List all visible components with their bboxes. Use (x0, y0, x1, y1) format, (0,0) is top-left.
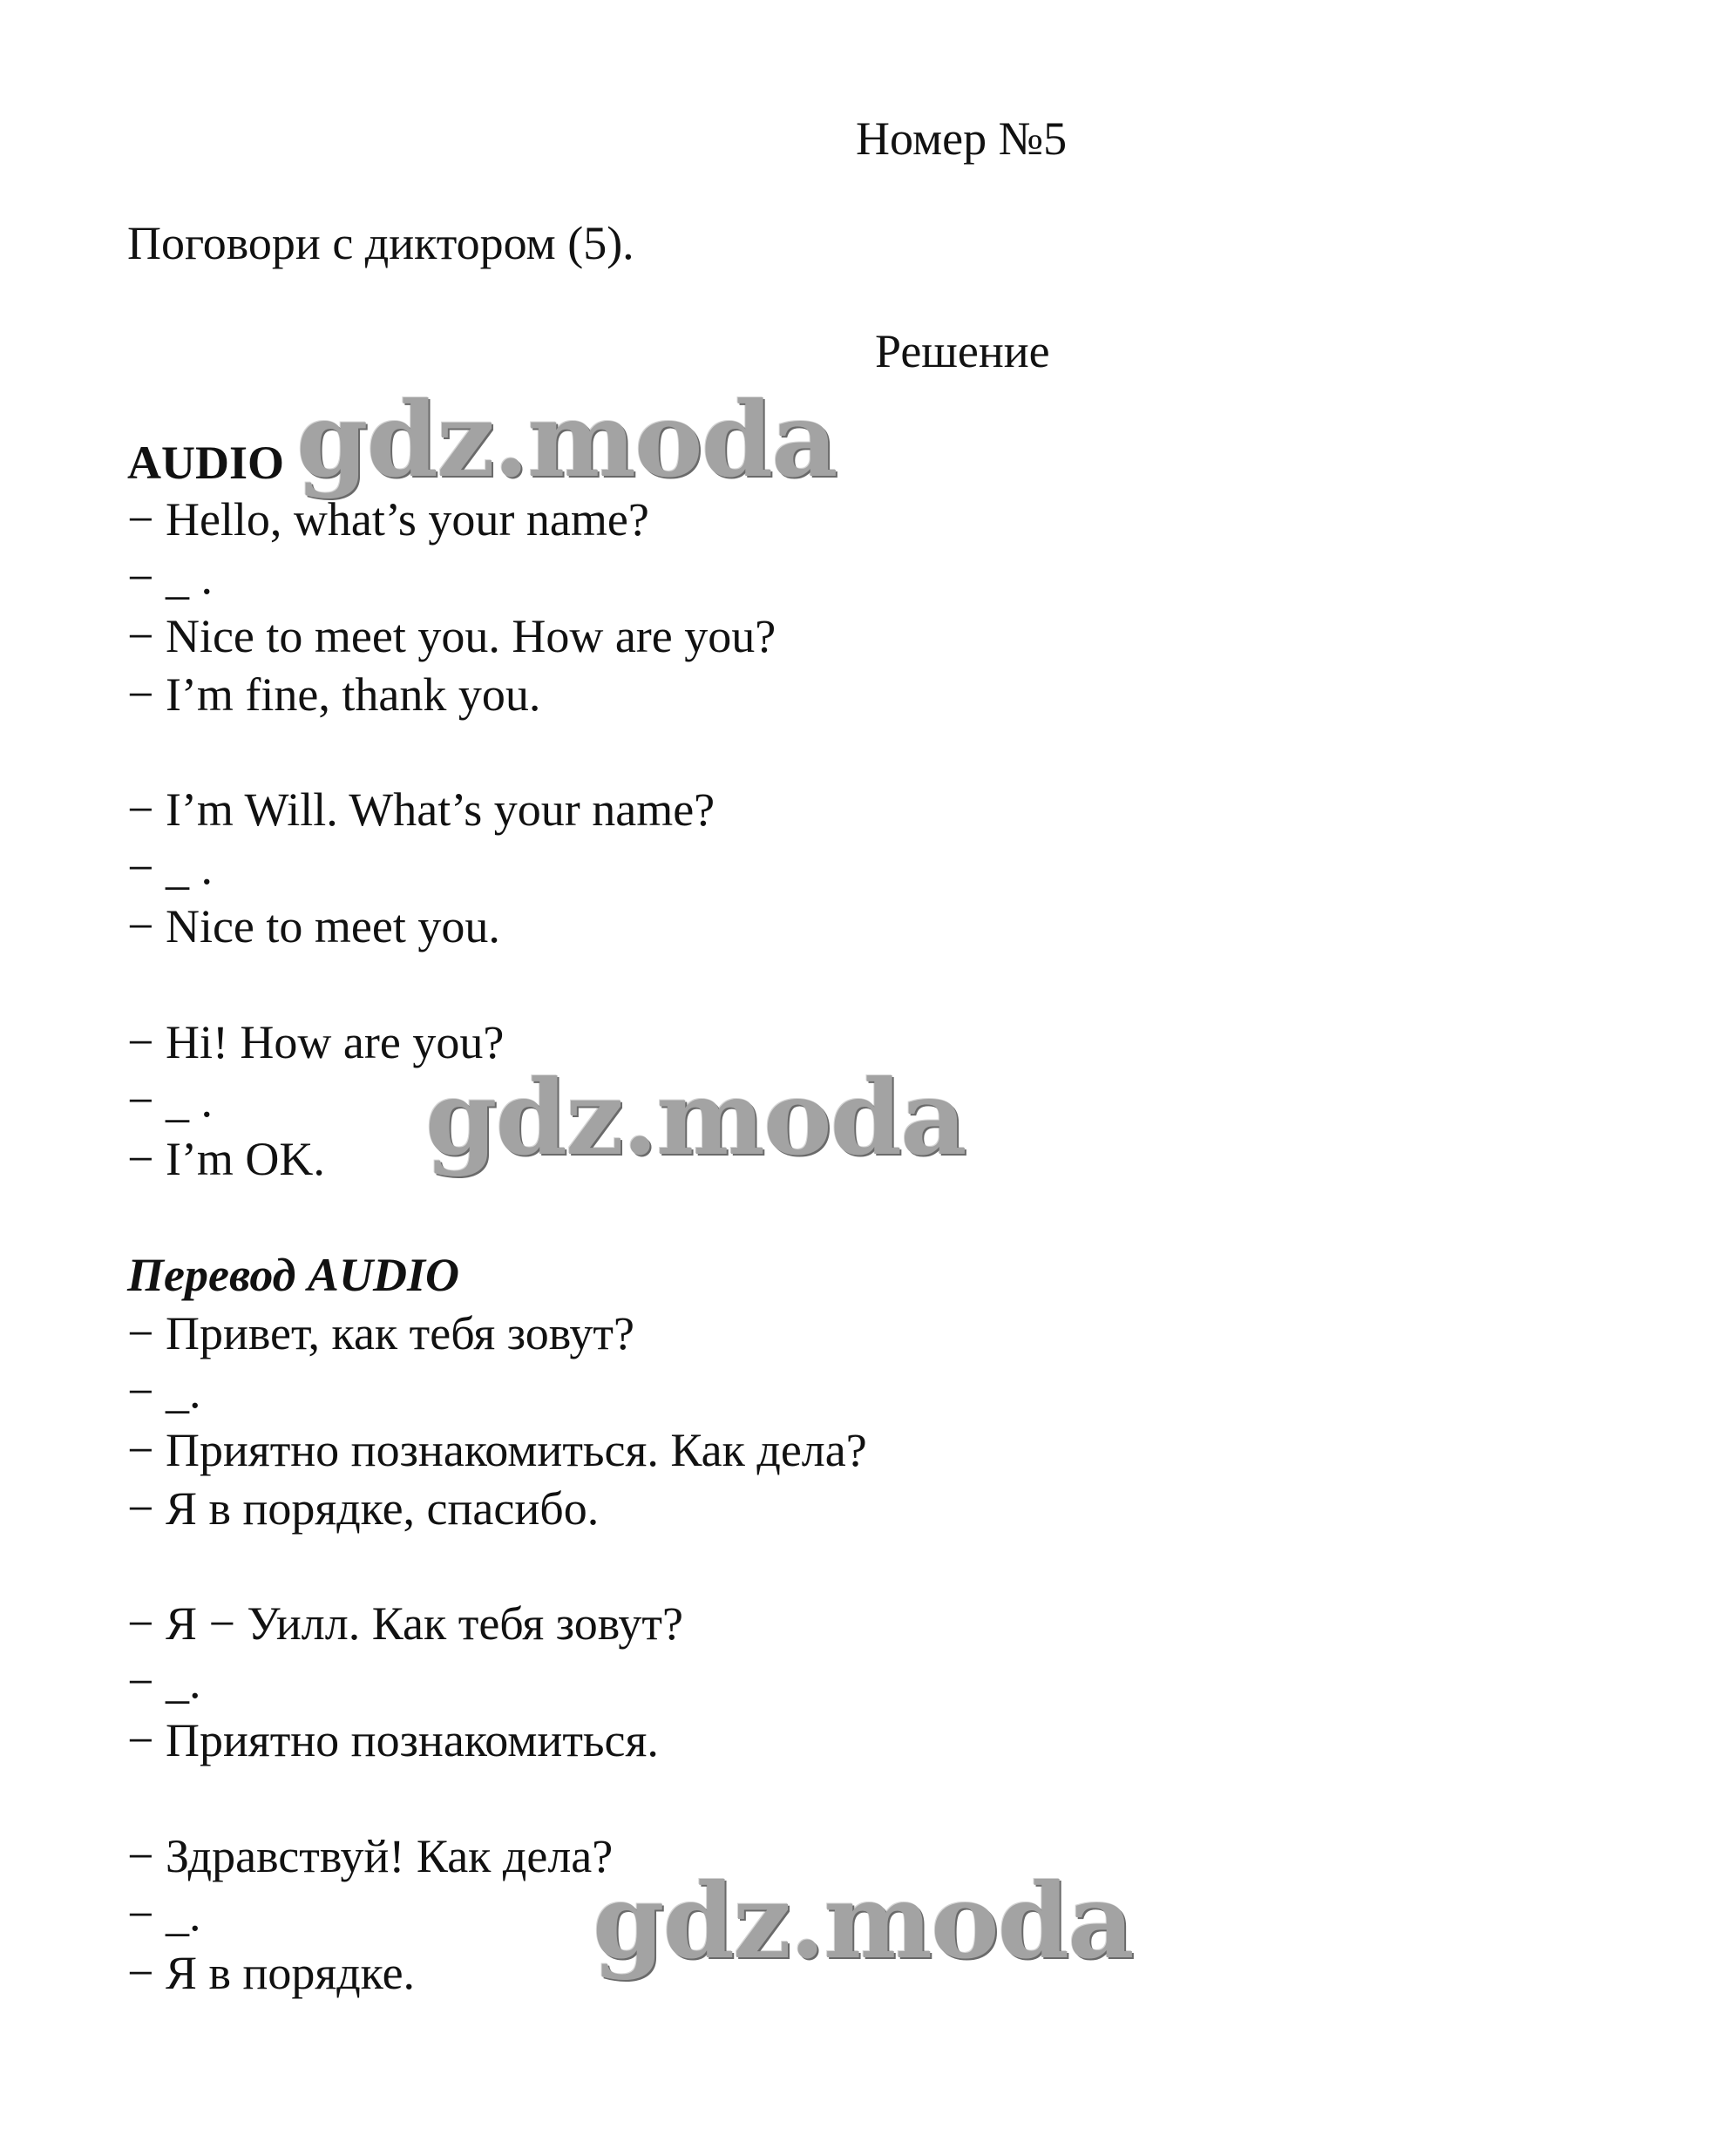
translation-line: − Я в порядке, спасибо. (127, 1482, 600, 1535)
translation-line: − Здравствуй! Как дела? (127, 1830, 614, 1882)
translation-line: − Я − Уилл. Как тебя зовут? (127, 1597, 683, 1650)
watermark: gdz.moda (425, 1057, 966, 1178)
page-title: Номер №5 (856, 112, 1068, 165)
translation-line: − _. (127, 1366, 201, 1418)
translation-line: − _. (127, 1656, 201, 1708)
audio-line: − _ . (127, 552, 213, 604)
audio-line: − I’m Will. What’s your name? (127, 783, 715, 836)
audio-heading: AUDIO (127, 437, 285, 489)
translation-line: − _. (127, 1888, 201, 1941)
audio-line: − I’m OK. (127, 1133, 325, 1185)
solution-label: Решение (875, 325, 1050, 377)
audio-line: − I’m fine, thank you. (127, 668, 541, 721)
translation-line: − Я в порядке. (127, 1947, 416, 1999)
audio-line: − Hello, what’s your name? (127, 493, 649, 546)
translation-heading: Перевод AUDIO (127, 1249, 459, 1301)
watermark: gdz.moda (296, 379, 837, 500)
watermark: gdz.moda (593, 1861, 1133, 1982)
translation-line: − Приятно познакомиться. (127, 1714, 659, 1766)
task-text: Поговори с диктором (5). (127, 217, 634, 269)
audio-line: − Nice to meet you. How are you? (127, 610, 776, 662)
audio-line: − Nice to meet you. (127, 900, 500, 952)
audio-line: − _ . (127, 1074, 213, 1127)
audio-line: − _ . (127, 842, 213, 894)
translation-line: − Привет, как тебя зовут? (127, 1307, 634, 1359)
audio-line: − Hi! How are you? (127, 1016, 505, 1068)
translation-line: − Приятно познакомиться. Как дела? (127, 1424, 867, 1476)
